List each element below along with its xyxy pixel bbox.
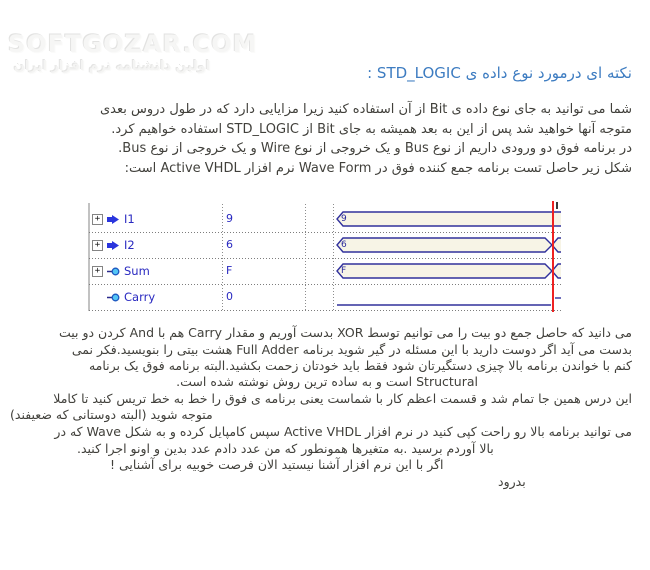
signal-value: F bbox=[226, 264, 233, 277]
signal-value: 0 bbox=[226, 290, 233, 303]
signal-name: Carry bbox=[124, 290, 156, 304]
body-line: این درس همین جا تمام شد و قسمت اعظم کار با شماست یعنی برنامه ی فوق را خط به خط تریس کنید تا کاملا bbox=[53, 391, 632, 406]
signal-name: Sum bbox=[124, 264, 150, 278]
body-line: بالا آوردم برسید .به متغیرها همونطور که من عدد دادم عدد بدین و اونو اجرا کنید. bbox=[77, 441, 494, 456]
body-line: Structural است و به ساده ترین روش نوشته شده است. bbox=[176, 374, 478, 389]
body-line: کنم با خواندن برنامه بالا چیزی دستگیرتان شود فقط باید خودتان زحمت بکشید.البته برنامه فوق یک برنامه bbox=[88, 358, 632, 373]
body-line: بدست می آید اگر دوست دارید با این مسئله در گیر شوید برنامه Full Adder هشت بیتی را بنویسید.فکر نمی bbox=[71, 342, 632, 357]
bus-value-label: 6 bbox=[341, 240, 347, 250]
bus-wave-sum bbox=[337, 264, 561, 278]
bus-wave-i1 bbox=[337, 212, 561, 226]
input-port-icon bbox=[107, 241, 120, 250]
bus-value-label: F bbox=[341, 266, 347, 276]
table-row bbox=[92, 206, 224, 232]
table-row bbox=[92, 258, 224, 284]
intro-paragraph bbox=[10, 100, 632, 178]
watermark-logo-text: SOFTGOZAR.COM bbox=[8, 30, 258, 58]
waveform-image bbox=[88, 201, 562, 312]
signal-value: 6 bbox=[226, 238, 233, 251]
intro-line: شما می توانید به جای نوع داده ی Bit از آن استفاده کنید زیرا مزایایی دارد که در طول دروس بعدی bbox=[99, 102, 632, 117]
body-line: می توانید برنامه بالا رو راحت کپی کنید در نرم افزار Active VHDL سپس کامپایل کرده و به شکل Wave که در bbox=[54, 424, 632, 439]
body-line: متوجه شوید (البته دوستانی که ضعیفند) bbox=[10, 407, 213, 422]
watermark bbox=[8, 30, 257, 74]
intro-line: شکل زیر حاصل تست برنامه جمع کننده فوق در Wave Form نرم افزار Active VHDL است: bbox=[124, 160, 632, 176]
intro-line: متوجه آنها خواهید شد پس از این به بعد همیشه به جای Bit از STD_LOGIC استفاده خواهیم کرد. bbox=[111, 121, 632, 137]
bus-value-label: 9 bbox=[341, 214, 347, 224]
intro-line: در برنامه فوق دو ورودی داریم از نوع Bus و یک خروجی از نوع Wire و یک خروجی از نوع Bus. bbox=[118, 141, 632, 156]
table-row bbox=[92, 284, 224, 310]
signal-value: 9 bbox=[226, 212, 233, 225]
table-row bbox=[92, 232, 224, 258]
output-port-icon bbox=[107, 293, 120, 302]
section-heading: نکته ای درمورد نوع داده ی STD_LOGIC : bbox=[367, 64, 632, 82]
expand-spacer bbox=[92, 292, 103, 303]
expand-plus-icon: + bbox=[92, 214, 103, 225]
output-port-icon bbox=[107, 267, 120, 276]
watermark-subtitle: اولین دانشنامه نرم افزار ایران bbox=[13, 59, 211, 74]
input-port-icon bbox=[107, 215, 120, 224]
expand-plus-icon: + bbox=[92, 266, 103, 277]
body-line: می دانید که حاصل جمع دو بیت را می توانیم توسط XOR بدست آوریم و مقدار Carry هم با And کردن دو بیت bbox=[58, 325, 632, 340]
scalar-wave-carry bbox=[337, 298, 561, 305]
signal-name: I1 bbox=[124, 212, 135, 226]
body-line: اگر با این نرم افزار آشنا نیستید الان فرصت خوبیه برای آشنایی ! bbox=[110, 457, 444, 472]
signal-name: I2 bbox=[124, 238, 135, 252]
body-line-farewell: بدرود bbox=[498, 474, 526, 489]
expand-plus-icon: + bbox=[92, 240, 103, 251]
bus-wave-i2 bbox=[337, 238, 561, 252]
